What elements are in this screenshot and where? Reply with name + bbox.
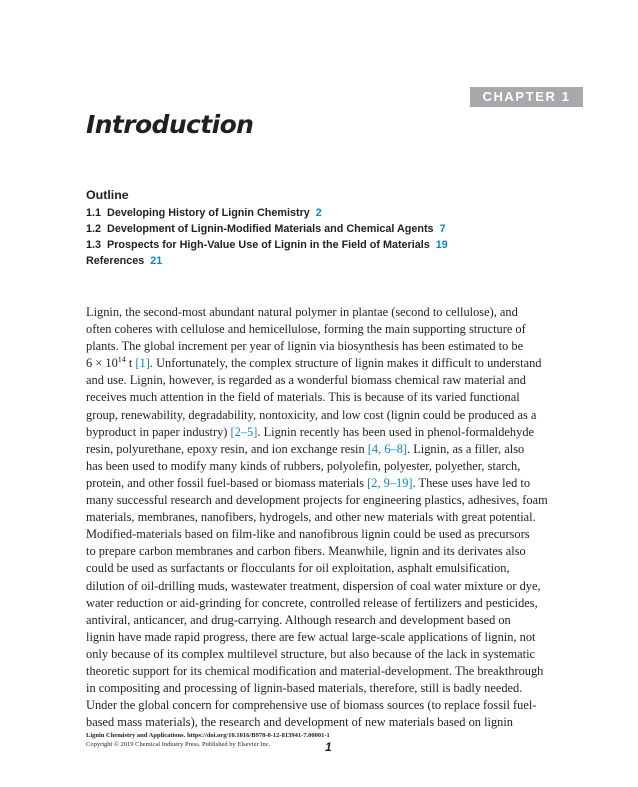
text-segment: in compositing and processing of lignin-based materials, therefore, still is badly needed. (86, 681, 523, 696)
text-segment: lignin have made rapid progress, there are few actual large-scale applications of lignin, not (86, 629, 536, 644)
page-footer (86, 731, 330, 749)
text-line (86, 509, 570, 526)
text-segment: plants. The global increment per year of lignin via biosynthesis has been estimated to be (86, 339, 524, 354)
text-segment: dilution of oil-drilling muds, wastewater treatment, dispersion of coal water mixture or dye, (86, 578, 541, 593)
footer-book-citation: Lignin Chemistry and Applications. https://doi.org/10.1016/B978-0-12-813941-7.00001-1 (86, 732, 330, 739)
citation-link[interactable]: [1] (135, 356, 150, 371)
text-line (86, 441, 570, 458)
text-line (86, 407, 570, 424)
text-line (86, 663, 570, 680)
outline-item[interactable] (86, 253, 448, 269)
chapter-title: Introduction (86, 110, 254, 139)
text-line (86, 492, 570, 509)
footer-copyright: Copyright © 2019 Chemical Industry Press. Published by Elsevier Inc. (86, 741, 271, 748)
text-line (86, 389, 570, 406)
text-line (86, 321, 570, 338)
text-segment: . Lignin recently has been used in phenol-formaldehyde (257, 424, 535, 439)
text-line (86, 714, 570, 731)
text-segment: many successful research and development projects for engineering plastics, adhesives, foam (86, 493, 548, 508)
outline-item-page-link[interactable]: 2 (315, 207, 322, 219)
text-segment: . Lignin, as a filler, also (407, 441, 525, 456)
superscript-exponent: 14 (117, 355, 126, 365)
outline-item-label: References (86, 255, 145, 267)
text-line (86, 458, 570, 475)
text-line (86, 595, 570, 612)
text-segment: byproduct in paper industry) (86, 424, 231, 439)
text-segment: water reduction or aid-grinding for concrete, controlled release of fertilizers and pesticides, (86, 595, 538, 610)
body-paragraph (86, 304, 570, 731)
text-segment: group, renewability, degradability, nontoxicity, and low cost (lignin could be produced as a (86, 407, 537, 422)
text-segment: resin, polyurethane, epoxy resin, and ion exchange resin (86, 441, 368, 456)
chapter-outline (86, 187, 448, 269)
text-segment: only because of its complex multilevel structure, but also because of the lack in systematic (86, 646, 536, 661)
outline-item-page-link[interactable]: 21 (150, 255, 163, 267)
text-line (86, 338, 570, 355)
text-line (86, 612, 570, 629)
citation-link[interactable]: [2, 9–19] (367, 475, 413, 490)
text-line (86, 680, 570, 697)
text-segment: materials, membranes, nanofibers, hydrogels, and other new materials with great potential. (86, 510, 536, 525)
text-line (86, 629, 570, 646)
chapter-label: CHAPTER 1 (470, 87, 583, 107)
text-line (86, 475, 570, 492)
page-number: 1 (325, 740, 332, 754)
text-line (86, 526, 570, 543)
text-segment: and use. Lignin, however, is regarded as a wonderful biomass chemical raw material and (86, 373, 526, 388)
text-line (86, 578, 570, 595)
text-segment: protein, and other fossil fuel-based or biomass materials (86, 475, 368, 490)
text-segment: t (125, 356, 136, 371)
citation-link[interactable]: [2–5] (230, 424, 258, 439)
text-segment: could be used as surfactants or flocculants for oil exploitation, asphalt emulsification, (86, 561, 510, 576)
text-segment: to prepare carbon membranes and carbon fibers. Meanwhile, lignin and its derivates also (86, 544, 526, 559)
outline-item-number: 1.3 (86, 239, 102, 251)
outline-item-page-link[interactable]: 19 (435, 239, 448, 251)
text-line (86, 543, 570, 560)
outline-item[interactable] (86, 221, 448, 237)
outline-item-label: Developing History of Lignin Chemistry (107, 207, 310, 219)
text-segment: Under the global concern for comprehensive use of biomass sources (to replace fossil fuel- (86, 698, 537, 713)
text-segment: receives much attention in the field of materials. This is because of its varied functional (86, 390, 520, 405)
text-line (86, 424, 570, 441)
outline-item-page-link[interactable]: 7 (439, 223, 446, 235)
outline-item-number: 1.2 (86, 223, 102, 235)
text-segment: Modified-materials based on film-like and nanofibrous lignin could be used as precursors (86, 527, 530, 542)
text-line (86, 355, 570, 372)
text-segment: has been used to modify many kinds of rubbers, polyolefin, polyester, polyether, starch, (86, 458, 521, 473)
text-line (86, 646, 570, 663)
text-line (86, 304, 570, 321)
text-segment: Lignin, the second-most abundant natural polymer in plantae (second to cellulose), and (86, 305, 518, 319)
text-segment: . These uses have led to (412, 475, 531, 490)
text-segment: 6 × 10 (86, 356, 118, 371)
outline-item-number: 1.1 (86, 207, 102, 219)
outline-heading: Outline (86, 188, 129, 202)
citation-link[interactable]: [4, 6–8] (367, 441, 408, 456)
outline-item[interactable] (86, 237, 448, 253)
outline-item[interactable] (86, 205, 448, 221)
outline-item-label: Prospects for High-Value Use of Lignin in the Field of Materials (107, 239, 430, 251)
text-line (86, 372, 570, 389)
text-line (86, 560, 570, 577)
text-line (86, 697, 570, 714)
text-segment: based mass materials), the research and development of new materials based on lignin (86, 715, 513, 730)
text-segment: often coheres with cellulose and hemicellulose, forming the main supporting structure of (86, 322, 526, 337)
text-segment: . Unfortunately, the complex structure of lignin makes it difficult to understand (149, 356, 542, 371)
outline-item-label: Development of Lignin-Modified Materials and Chemical Agents (107, 223, 434, 235)
text-segment: antiviral, anticancer, and drug-carrying. Although research and development based on (86, 612, 511, 627)
text-segment: theoretic support for its chemical modification and material-development. The breakthrough (86, 663, 544, 678)
